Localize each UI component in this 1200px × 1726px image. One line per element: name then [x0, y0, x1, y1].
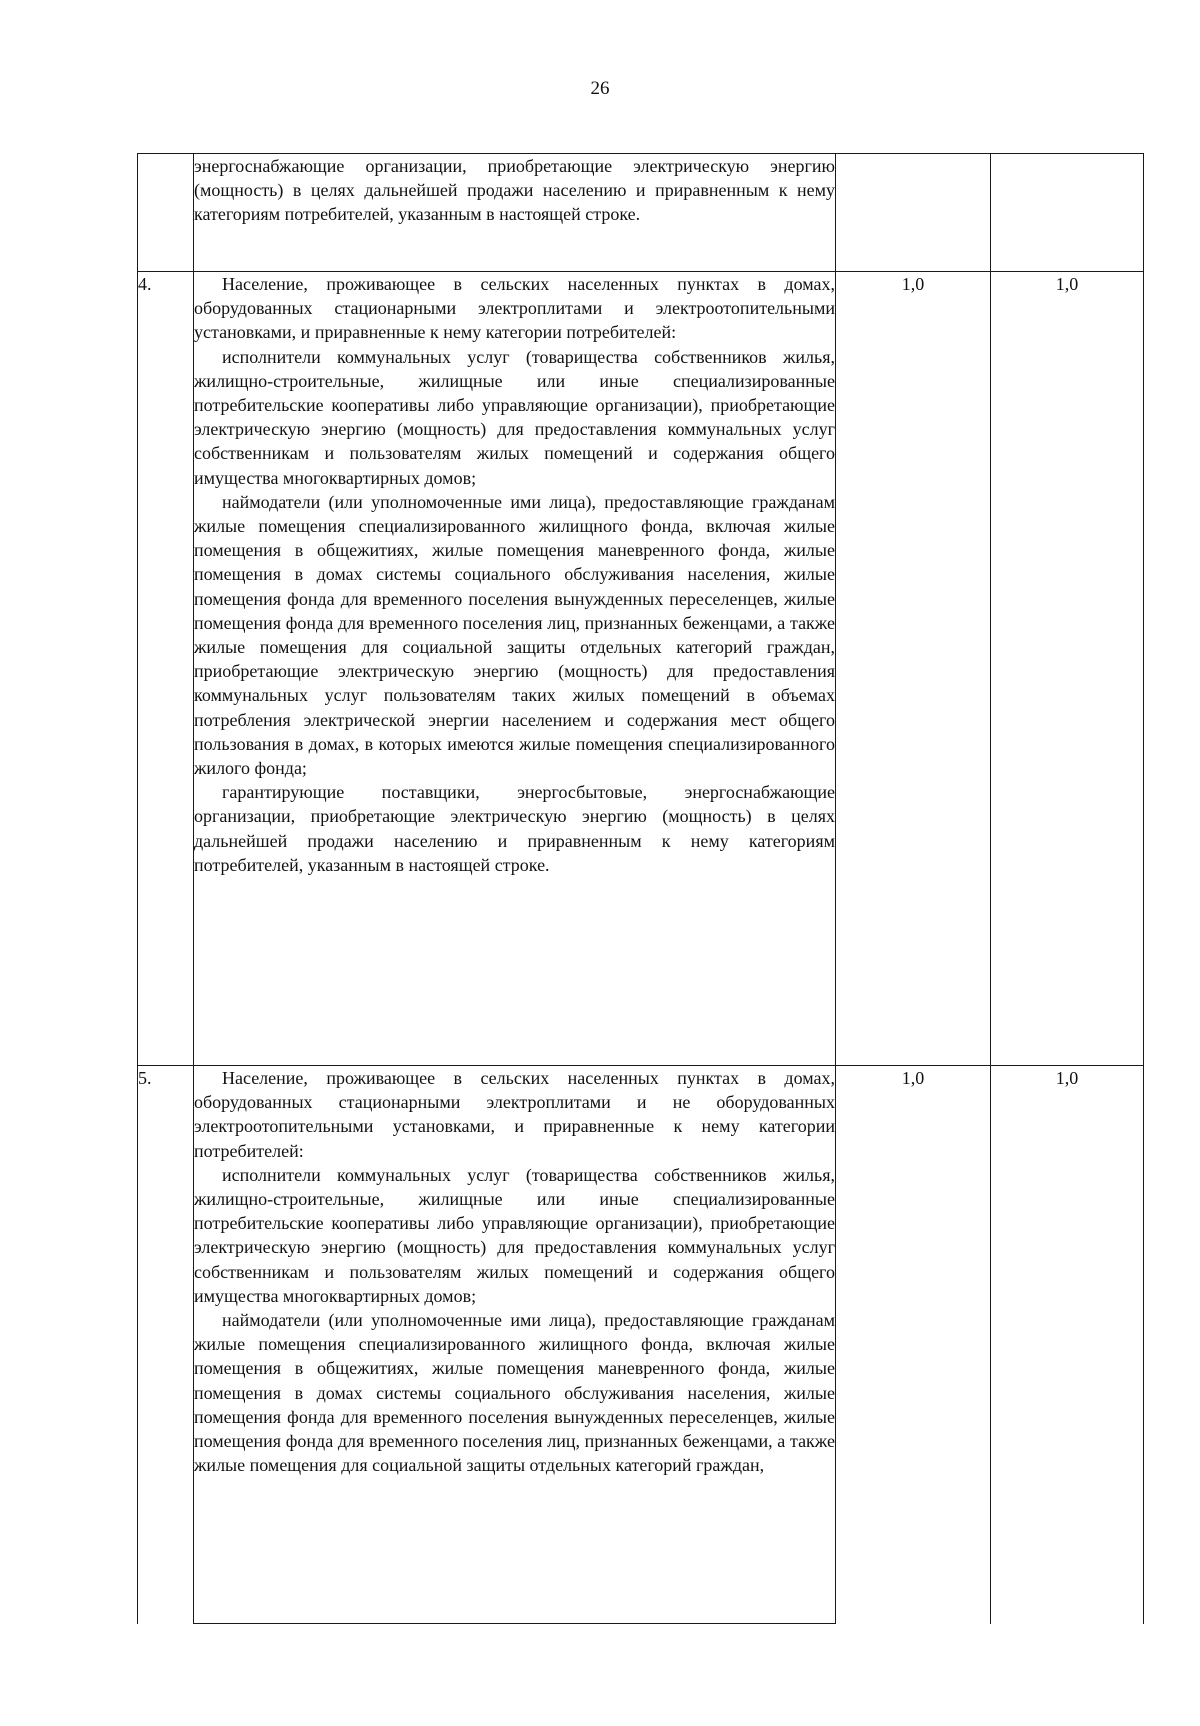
page-number: 26	[590, 78, 610, 99]
row-number: 5.	[138, 1066, 194, 1624]
value-cell-1	[836, 154, 991, 272]
description-paragraph: исполнители коммунальных услуг (товарищества собственников жилья, жилищно-строительные, жилищные или иные специализированные потребительские кооперативы либо управляющие организации), приобретающие электрическую энергию (мощность) для предоставления коммунальных услуг собственникам и пользователям жилых помещений и содержания общего имущества многоквартирных домов;	[194, 1164, 835, 1306]
value-cell-1: 1,0	[836, 272, 991, 1066]
description-paragraph: Население, проживающее в сельских населенных пунктах в домах, оборудованных стационарными электроплитами и электроотопительными установками, и приравненные к нему категории потребителей:	[194, 274, 835, 343]
table-row	[138, 272, 1144, 1066]
description-paragraph: наймодатели (или уполномоченные ими лица), предоставляющие гражданам жилые помещения специализированного жилищного фонда, включая жилые помещения в общежитиях, жилые помещения маневренного фонда, жилые помещения в домах системы социального обслуживания населения, жилые помещения фонда для временного поселения вынужденных переселенцев, жилые помещения фонда для временного поселения лиц, признанных беженцами, а также жилые помещения для социальной защиты отдельных категорий граждан, приобретающие электрическую энергию (мощность) для предоставления коммунальных услуг пользователям таких жилых помещений в объемах потребления электрической энергии населением и содержания мест общего пользования в домах, в которых имеются жилые помещения специализированного жилого фонда;	[194, 491, 835, 779]
value-cell-2	[991, 154, 1144, 272]
table-row	[138, 1066, 1144, 1624]
row-description	[194, 154, 836, 272]
value-cell-2: 1,0	[991, 272, 1144, 1066]
table-row	[138, 154, 1144, 272]
description-paragraph: гарантирующие поставщики, энергосбытовые, энергоснабжающие организации, приобретающие электрическую энергию (мощность) в целях дальнейшей продажи населению и приравненным к нему категориям потребителей, указанным в настоящей строке.	[194, 782, 835, 875]
description-paragraph: энергоснабжающие организации, приобретающие электрическую энергию (мощность) в целях дальнейшей продажи населению и приравненным к нему категориям потребителей, указанным в настоящей строке.	[194, 156, 835, 225]
value-cell-1: 1,0	[836, 1066, 991, 1624]
row-description	[194, 272, 836, 1066]
row-number: 4.	[138, 272, 194, 1066]
row-number	[138, 154, 194, 272]
description-paragraph: наймодатели (или уполномоченные ими лица), предоставляющие гражданам жилые помещения специализированного жилищного фонда, включая жилые помещения в общежитиях, жилые помещения маневренного фонда, жилые помещения в домах системы социального обслуживания населения, жилые помещения фонда для временного поселения вынужденных переселенцев, жилые помещения фонда для временного поселения лиц, признанных беженцами, а также жилые помещения для социальной защиты отдельных категорий граждан,	[194, 1310, 835, 1476]
tariff-table	[137, 153, 1144, 1624]
description-paragraph: исполнители коммунальных услуг (товарищества собственников жилья, жилищно-строительные, жилищные или иные специализированные потребительские кооперативы либо управляющие организации), приобретающие электрическую энергию (мощность) для предоставления коммунальных услуг собственникам и пользователям жилых помещений и содержания общего имущества многоквартирных домов;	[194, 346, 835, 488]
value-cell-2: 1,0	[991, 1066, 1144, 1624]
description-paragraph: Население, проживающее в сельских населенных пунктах в домах, оборудованных стационарными электроплитами и не оборудованных электроотопительными установками, и приравненные к нему категории потребителей:	[194, 1068, 835, 1161]
row-description	[194, 1066, 836, 1624]
